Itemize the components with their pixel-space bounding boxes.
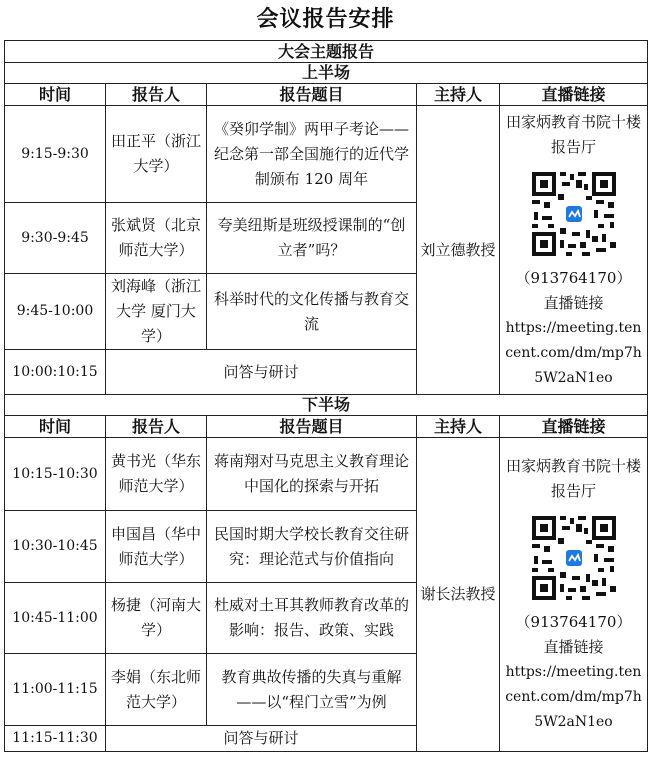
talk-time: 10:30-10:45: [5, 511, 106, 583]
talk-topic: 科举时代的文化传播与教育交流: [207, 274, 417, 350]
qa-label: 问答与研讨: [106, 726, 417, 752]
host-cell: 刘立德教授: [417, 106, 500, 395]
qa-time: 10:00:10:15: [5, 350, 106, 395]
header-speaker: 报告人: [106, 84, 207, 106]
talk-topic: 《癸卯学制》两甲子考论——纪念第一部全国施行的近代学制颁布 120 周年: [207, 106, 417, 203]
header-speaker: 报告人: [106, 416, 207, 438]
live-venue: 田家炳教育书院十楼报告厅: [505, 457, 641, 500]
talk-speaker: 李娟（东北师范大学）: [106, 654, 207, 726]
talk-time: 9:15-9:30: [5, 106, 106, 203]
page-title: 会议报告安排: [256, 7, 395, 32]
header-time: 时间: [5, 416, 106, 438]
talk-speaker: 张斌贤（北京师范大学）: [106, 203, 207, 274]
header-host: 主持人: [417, 416, 500, 438]
talk-speaker: 刘海峰（浙江大学 厦门大学）: [106, 274, 207, 350]
talk-topic: 民国时期大学校长教育交往研究：理论范式与价值指向: [207, 511, 417, 583]
first-half-label: 上半场: [5, 63, 648, 84]
live-venue: 田家炳教育书院十楼报告厅: [505, 112, 641, 156]
live-url-link[interactable]: https://meeting.tencent.com/dm/mp7h5W2aN1eo: [505, 319, 642, 386]
live-url-link[interactable]: https://meeting.tencent.com/dm/mp7h5W2aN1eo: [505, 664, 642, 730]
live-meeting-id: （913764170）: [515, 613, 632, 631]
header-topic: 报告题目: [207, 84, 417, 106]
section-title: 大会主题报告: [5, 41, 648, 63]
talk-time: 11:00-11:15: [5, 654, 106, 726]
qr-code-icon[interactable]: [530, 514, 618, 602]
header-live: 直播链接: [500, 84, 648, 106]
second-half-label: 下半场: [5, 395, 648, 416]
talk-speaker: 黄书光（华东师范大学）: [106, 438, 207, 511]
qa-time: 11:15-11:30: [5, 726, 106, 752]
host-cell: 谢长法教授: [417, 438, 500, 752]
live-cell: [500, 106, 648, 395]
talk-speaker: 杨捷（河南大学）: [106, 583, 207, 654]
talk-time: 10:45-11:00: [5, 583, 106, 654]
qa-label: 问答与研讨: [106, 350, 417, 395]
schedule-table: [4, 40, 648, 752]
talk-topic: 蒋南翔对马克思主义教育理论中国化的探索与开拓: [207, 438, 417, 511]
live-link-label: 直播链接: [543, 293, 604, 312]
live-link-label: 直播链接: [543, 638, 604, 656]
talk-topic: 夸美纽斯是班级授课制的“创立者”吗？: [207, 203, 417, 274]
live-meeting-id: （913764170）: [515, 268, 632, 287]
live-cell: [500, 438, 648, 752]
talk-speaker: 申国昌（华中师范大学）: [106, 511, 207, 583]
talk-speaker: 田正平（浙江大学）: [106, 106, 207, 203]
talk-time: 9:45-10:00: [5, 274, 106, 350]
talk-time: 10:15-10:30: [5, 438, 106, 511]
talk-topic: 杜威对土耳其教师教育改革的影响：报告、政策、实践: [207, 583, 417, 654]
talk-topic: 教育典故传播的失真与重解——以“程门立雪”为例: [207, 654, 417, 726]
qr-code-icon[interactable]: [530, 170, 618, 258]
talk-time: 9:30-9:45: [5, 203, 106, 274]
header-time: 时间: [5, 84, 106, 106]
header-topic: 报告题目: [207, 416, 417, 438]
header-live: 直播链接: [500, 416, 648, 438]
header-host: 主持人: [417, 84, 500, 106]
